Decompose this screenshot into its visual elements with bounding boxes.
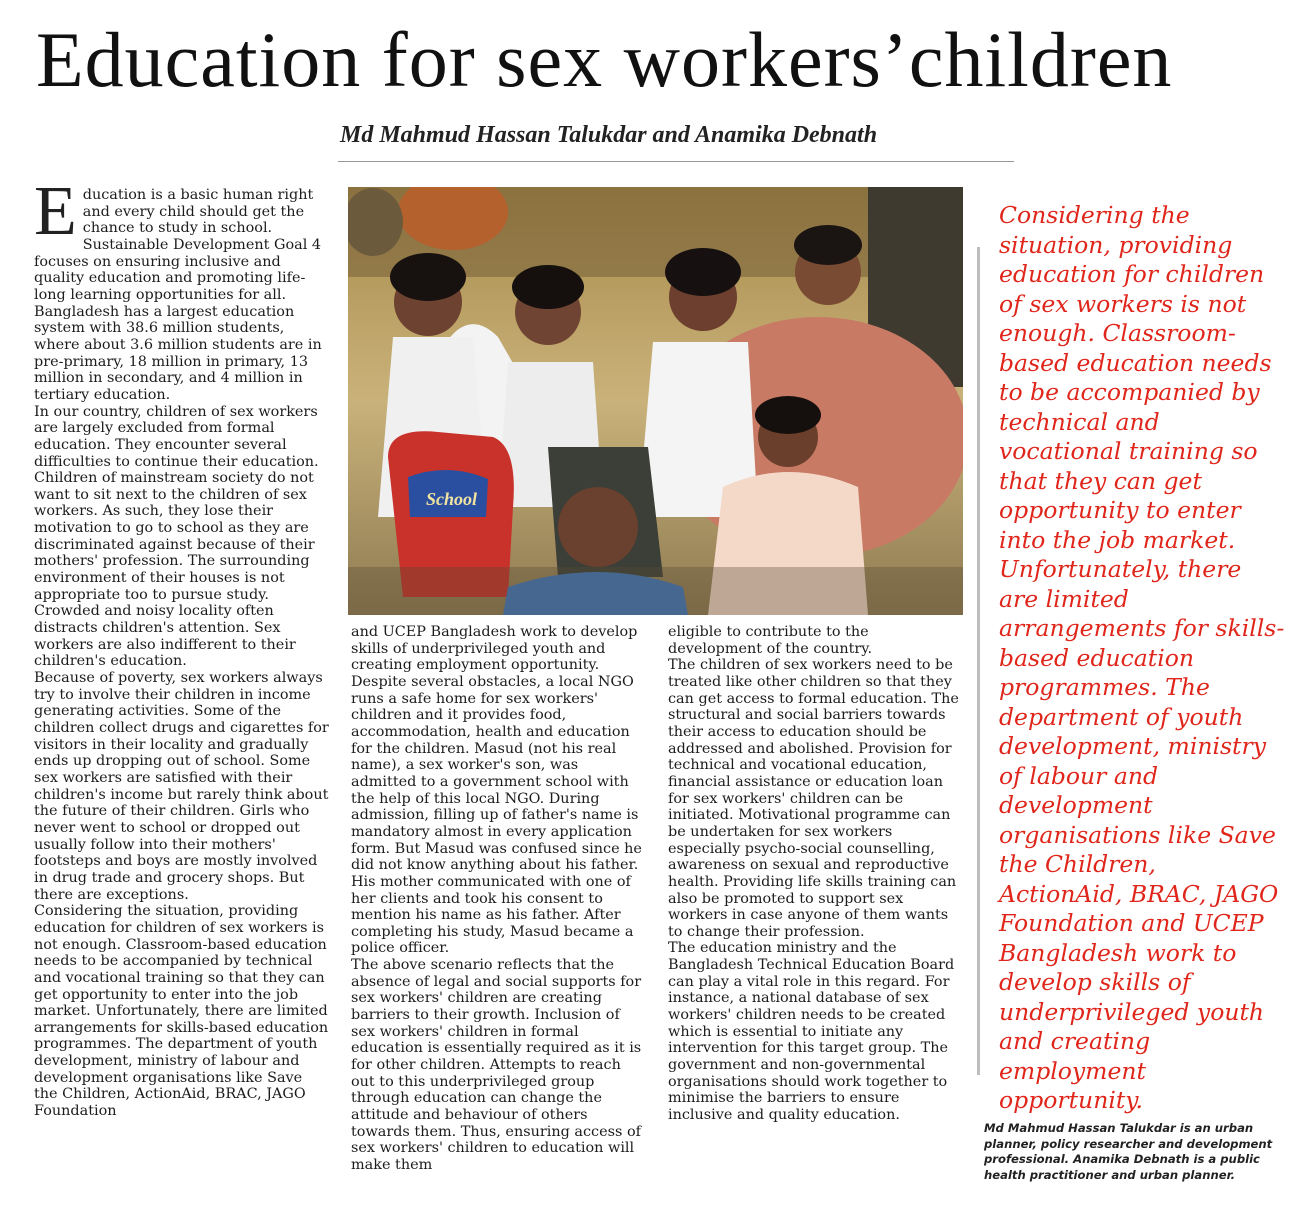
pullquote-rule <box>977 247 980 1075</box>
column-3 <box>668 624 964 1124</box>
column-2 <box>351 624 647 1174</box>
paragraph: The above scenario reflects that the absence of legal and social supports for sex workers' children are creating barriers to their growth. Inclusion of sex workers' children in formal education is essentially required as it is for other children. Attempts to reach out to this underprivileged group through education can change the attitude and behaviour of others towards them. Thus, ensuring access of sex workers' children to education will make them <box>351 957 642 1173</box>
drop-cap: E <box>34 173 77 250</box>
paragraph: In our country, children of sex workers are largely excluded from formal education. They encounter several difficulties to continue their education. Children of mainstream society do not want to sit next to the children of sex workers. As such, they lose their motivation to go to school as they are discriminated against because of their mothers' profession. The surrounding environment of their houses is not appropriate too to pursue study. Crowded and noisy locality often distracts children's attention. Sex workers are also indifferent to their children's education. <box>34 403 319 670</box>
paragraph: The children of sex workers need to be treated like other children so that they can get access to formal education. The structural and social barriers towards their access to education should be addressed and abolished. Provision for technical and vocational education, financial assistance or education loan for sex workers' children can be initiated. Motivational programme can be undertaken for sex workers especially psycho-social counselling, awareness on sexual and reproductive health. Providing life skills training can also be promoted to support sex workers in case anyone of them wants to change their profession. <box>668 657 959 940</box>
paragraph: The education ministry and the Bangladesh Technical Education Board can play a vital role in this regard. For instance, a national database of sex workers' children needs to be created which is essential to initiate any intervention for this target group. The government and non-governmental organisations should work together to minimise the barriers to ensure inclusive and quality education. <box>668 940 955 1124</box>
paragraph: Because of poverty, sex workers always try to involve their children in income generating activities. Some of the children collect drugs and cigarettes for visitors in their locality and gradually ends up dropping out of school. Some sex workers are satisfied with their children's income but rarely think about the future of their children. Girls who never went to school or dropped out usually follow into their mothers' footsteps and boys are mostly involved in drug trade and grocery shops. But there are exceptions. <box>34 670 329 903</box>
author-bio: Md Mahmud Hassan Talukdar is an urban planner, policy researcher and development professional. Anamika Debnath is a public health practitioner and urban planner. <box>984 1121 1273 1182</box>
children-photo <box>348 187 963 615</box>
paragraph: and UCEP Bangladesh work to develop skills of underprivileged youth and creating employment opportunity. <box>351 624 638 674</box>
bag-text: School <box>426 489 478 509</box>
article-photo <box>348 187 963 615</box>
byline: Md Mahmud Hassan Talukdar and Anamika Debnath <box>340 122 878 148</box>
byline-rule <box>338 161 1014 162</box>
paragraph: Despite several obstacles, a local NGO runs a safe home for sex workers' children and it provides food, accommodation, health and education for the children. Masud (not his real name), a sex worker's son, was admitted to a government school with the help of this local NGO. During admission, filling up of father's name is mandatory almost in every application form. But Masud was confused since he did not know anything about his father. His mother communicated with one of her clients and took his consent to mention his name as his father. After completing his study, Masud became a police officer. <box>351 673 642 957</box>
headline: Education for sex workers’children <box>36 16 1173 103</box>
pull-quote: Considering the situation, providing education for children of sex workers is not enough. Classroom-based education needs to be accompanied by technical and vocational training so that they can get opportunity to enter into the job market. Unfortunately, there are limited arrangements for skills-based education programmes. The department of youth development, ministry of labour and development organisations like Save the Children, ActionAid, BRAC, JAGO Foundation and UCEP Bangladesh work to develop skills of underprivileged youth and creating employment opportunity. <box>999 201 1285 1114</box>
paragraph: eligible to contribute to the development of the country. <box>668 624 873 657</box>
paragraph <box>34 173 330 404</box>
paragraph: Considering the situation, providing education for children of sex workers is not enough. Classroom-based education needs to be accompanied by technical and vocational training so that they can get opportunity to enter into the job market. Unfortunately, there are limited arrangements for skills-based education programmes. The department of youth development, ministry of labour and development organisations like Save the Children, ActionAid, BRAC, JAGO Foundation <box>34 903 329 1120</box>
paragraph-text: ducation is a basic human right and every child should get the chance to study in school. Sustainable Development Goal 4 focuses on ensuring inclusive and quality education and promoting life-long learning opportunities for all. Bangladesh has a largest education system with 38.6 million students, where about 3.6 million students are in pre-primary, 18 million in primary, 13 million in secondary, and 4 million in tertiary education. <box>34 187 322 403</box>
column-1 <box>34 173 330 1120</box>
